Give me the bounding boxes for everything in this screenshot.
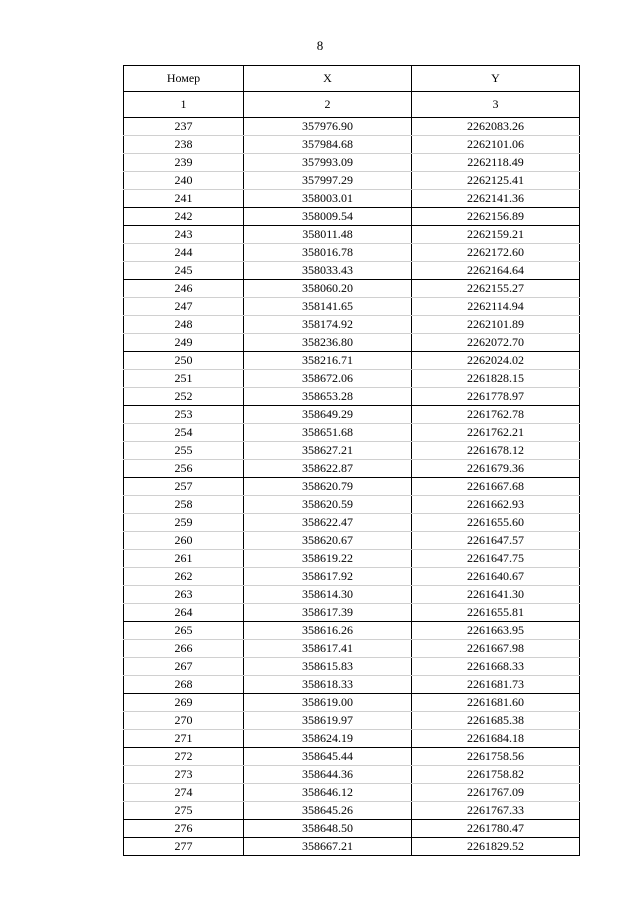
table-row [124, 280, 580, 298]
x-coordinate-cell: 358619.22 [244, 550, 412, 568]
point-number-cell: 270 [124, 712, 244, 730]
table-row [124, 730, 580, 748]
x-coordinate-cell: 358003.01 [244, 190, 412, 208]
x-coordinate-cell: 358617.39 [244, 604, 412, 622]
y-coordinate-cell: 2261655.81 [412, 604, 580, 622]
y-coordinate-cell: 2262072.70 [412, 334, 580, 352]
table-row [124, 640, 580, 658]
column-index-3: 3 [412, 92, 580, 118]
point-number-cell: 241 [124, 190, 244, 208]
table-row [124, 352, 580, 370]
table-row [124, 604, 580, 622]
table-row [124, 694, 580, 712]
point-number-cell: 245 [124, 262, 244, 280]
y-coordinate-cell: 2262083.26 [412, 118, 580, 136]
point-number-cell: 248 [124, 316, 244, 334]
x-coordinate-cell: 358618.33 [244, 676, 412, 694]
table-row [124, 676, 580, 694]
y-coordinate-cell: 2261678.12 [412, 442, 580, 460]
table-row [124, 424, 580, 442]
y-coordinate-cell: 2262159.21 [412, 226, 580, 244]
x-coordinate-cell: 358236.80 [244, 334, 412, 352]
y-coordinate-cell: 2262155.27 [412, 280, 580, 298]
point-number-cell: 262 [124, 568, 244, 586]
table-row [124, 172, 580, 190]
x-coordinate-cell: 358617.92 [244, 568, 412, 586]
y-coordinate-cell: 2262141.36 [412, 190, 580, 208]
point-number-cell: 255 [124, 442, 244, 460]
point-number-cell: 242 [124, 208, 244, 226]
table-row [124, 460, 580, 478]
table-row [124, 748, 580, 766]
y-coordinate-cell: 2261758.56 [412, 748, 580, 766]
x-coordinate-cell: 358617.41 [244, 640, 412, 658]
x-coordinate-cell: 357984.68 [244, 136, 412, 154]
header-x: X [244, 66, 412, 92]
x-coordinate-cell: 358644.36 [244, 766, 412, 784]
point-number-cell: 252 [124, 388, 244, 406]
y-coordinate-cell: 2261647.75 [412, 550, 580, 568]
point-number-cell: 259 [124, 514, 244, 532]
table-row [124, 244, 580, 262]
table-row [124, 478, 580, 496]
y-coordinate-cell: 2261679.36 [412, 460, 580, 478]
y-coordinate-cell: 2261681.60 [412, 694, 580, 712]
point-number-cell: 249 [124, 334, 244, 352]
y-coordinate-cell: 2261681.73 [412, 676, 580, 694]
column-index-2: 2 [244, 92, 412, 118]
y-coordinate-cell: 2261684.18 [412, 730, 580, 748]
page-number: 8 [316, 38, 324, 53]
table-row [124, 226, 580, 244]
table-row [124, 406, 580, 424]
point-number-cell: 240 [124, 172, 244, 190]
x-coordinate-cell: 358619.00 [244, 694, 412, 712]
point-number-cell: 263 [124, 586, 244, 604]
table-row [124, 388, 580, 406]
x-coordinate-cell: 358646.12 [244, 784, 412, 802]
header-row [124, 66, 580, 92]
table-row [124, 820, 580, 838]
point-number-cell: 272 [124, 748, 244, 766]
y-coordinate-cell: 2262164.64 [412, 262, 580, 280]
point-number-cell: 271 [124, 730, 244, 748]
y-coordinate-cell: 2261667.68 [412, 478, 580, 496]
point-number-cell: 268 [124, 676, 244, 694]
point-number-cell: 267 [124, 658, 244, 676]
table-body [124, 118, 580, 856]
y-coordinate-cell: 2262114.94 [412, 298, 580, 316]
point-number-cell: 277 [124, 838, 244, 856]
table-row [124, 316, 580, 334]
x-coordinate-cell: 358060.20 [244, 280, 412, 298]
point-number-cell: 243 [124, 226, 244, 244]
x-coordinate-cell: 358672.06 [244, 370, 412, 388]
coordinates-table [123, 65, 580, 856]
point-number-cell: 239 [124, 154, 244, 172]
y-coordinate-cell: 2261829.52 [412, 838, 580, 856]
table-row [124, 190, 580, 208]
y-coordinate-cell: 2261667.98 [412, 640, 580, 658]
x-coordinate-cell: 358141.65 [244, 298, 412, 316]
point-number-cell: 256 [124, 460, 244, 478]
table-row [124, 208, 580, 226]
x-coordinate-cell: 357976.90 [244, 118, 412, 136]
y-coordinate-cell: 2261762.78 [412, 406, 580, 424]
y-coordinate-cell: 2261685.38 [412, 712, 580, 730]
table-row [124, 262, 580, 280]
point-number-cell: 238 [124, 136, 244, 154]
table-row [124, 514, 580, 532]
table-row [124, 334, 580, 352]
point-number-cell: 260 [124, 532, 244, 550]
table-row [124, 442, 580, 460]
point-number-cell: 251 [124, 370, 244, 388]
y-coordinate-cell: 2262118.49 [412, 154, 580, 172]
x-coordinate-cell: 358620.67 [244, 532, 412, 550]
y-coordinate-cell: 2261662.93 [412, 496, 580, 514]
point-number-cell: 274 [124, 784, 244, 802]
x-coordinate-cell: 358616.26 [244, 622, 412, 640]
y-coordinate-cell: 2261767.33 [412, 802, 580, 820]
point-number-cell: 261 [124, 550, 244, 568]
x-coordinate-cell: 358645.44 [244, 748, 412, 766]
table-row [124, 784, 580, 802]
point-number-cell: 250 [124, 352, 244, 370]
y-coordinate-cell: 2261828.15 [412, 370, 580, 388]
point-number-cell: 266 [124, 640, 244, 658]
header-number: Номер [124, 66, 244, 92]
x-coordinate-cell: 358622.47 [244, 514, 412, 532]
y-coordinate-cell: 2261640.67 [412, 568, 580, 586]
x-coordinate-cell: 358648.50 [244, 820, 412, 838]
point-number-cell: 265 [124, 622, 244, 640]
x-coordinate-cell: 358174.92 [244, 316, 412, 334]
x-coordinate-cell: 358653.28 [244, 388, 412, 406]
y-coordinate-cell: 2262172.60 [412, 244, 580, 262]
x-coordinate-cell: 358033.43 [244, 262, 412, 280]
table-row [124, 622, 580, 640]
point-number-cell: 237 [124, 118, 244, 136]
point-number-cell: 273 [124, 766, 244, 784]
x-coordinate-cell: 358645.26 [244, 802, 412, 820]
y-coordinate-cell: 2261780.47 [412, 820, 580, 838]
x-coordinate-cell: 358627.21 [244, 442, 412, 460]
x-coordinate-cell: 358624.19 [244, 730, 412, 748]
table-row [124, 298, 580, 316]
point-number-cell: 258 [124, 496, 244, 514]
x-coordinate-cell: 358615.83 [244, 658, 412, 676]
y-coordinate-cell: 2261663.95 [412, 622, 580, 640]
x-coordinate-cell: 357997.29 [244, 172, 412, 190]
y-coordinate-cell: 2262125.41 [412, 172, 580, 190]
y-coordinate-cell: 2261641.30 [412, 586, 580, 604]
y-coordinate-cell: 2261762.21 [412, 424, 580, 442]
point-number-cell: 276 [124, 820, 244, 838]
point-number-cell: 275 [124, 802, 244, 820]
table-row [124, 766, 580, 784]
y-coordinate-cell: 2261767.09 [412, 784, 580, 802]
x-coordinate-cell: 358009.54 [244, 208, 412, 226]
table-row [124, 802, 580, 820]
y-coordinate-cell: 2262156.89 [412, 208, 580, 226]
point-number-cell: 244 [124, 244, 244, 262]
table-row [124, 136, 580, 154]
table-row [124, 586, 580, 604]
table-row [124, 370, 580, 388]
x-coordinate-cell: 358016.78 [244, 244, 412, 262]
table-row [124, 658, 580, 676]
table-row [124, 496, 580, 514]
x-coordinate-cell: 358667.21 [244, 838, 412, 856]
y-coordinate-cell: 2261758.82 [412, 766, 580, 784]
x-coordinate-cell: 358011.48 [244, 226, 412, 244]
x-coordinate-cell: 357993.09 [244, 154, 412, 172]
table-row [124, 838, 580, 856]
y-coordinate-cell: 2262101.89 [412, 316, 580, 334]
point-number-cell: 253 [124, 406, 244, 424]
x-coordinate-cell: 358620.79 [244, 478, 412, 496]
x-coordinate-cell: 358216.71 [244, 352, 412, 370]
point-number-cell: 257 [124, 478, 244, 496]
y-coordinate-cell: 2262024.02 [412, 352, 580, 370]
point-number-cell: 247 [124, 298, 244, 316]
column-index-row [124, 92, 580, 118]
header-y: Y [412, 66, 580, 92]
x-coordinate-cell: 358622.87 [244, 460, 412, 478]
table-row [124, 532, 580, 550]
x-coordinate-cell: 358649.29 [244, 406, 412, 424]
y-coordinate-cell: 2261647.57 [412, 532, 580, 550]
table-row [124, 118, 580, 136]
table-row [124, 154, 580, 172]
x-coordinate-cell: 358651.68 [244, 424, 412, 442]
table-row [124, 712, 580, 730]
y-coordinate-cell: 2261778.97 [412, 388, 580, 406]
y-coordinate-cell: 2262101.06 [412, 136, 580, 154]
point-number-cell: 254 [124, 424, 244, 442]
point-number-cell: 246 [124, 280, 244, 298]
x-coordinate-cell: 358614.30 [244, 586, 412, 604]
point-number-cell: 269 [124, 694, 244, 712]
table-row [124, 568, 580, 586]
x-coordinate-cell: 358619.97 [244, 712, 412, 730]
x-coordinate-cell: 358620.59 [244, 496, 412, 514]
column-index-1: 1 [124, 92, 244, 118]
point-number-cell: 264 [124, 604, 244, 622]
y-coordinate-cell: 2261655.60 [412, 514, 580, 532]
y-coordinate-cell: 2261668.33 [412, 658, 580, 676]
table-row [124, 550, 580, 568]
